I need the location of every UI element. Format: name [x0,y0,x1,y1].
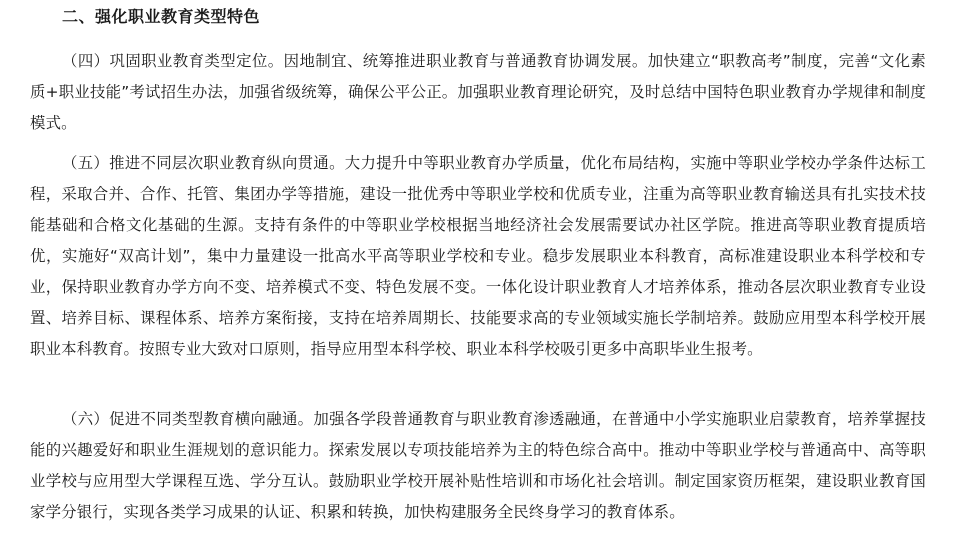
paragraph-5: （五）推进不同层次职业教育纵向贯通。大力提升中等职业教育办学质量，优化布局结构，实施中等职业学校办学条件达标工程，采取合并、合作、托管、集团办学等措施，建设一批优秀中等职业学校和优质专业，注重为高等职业教育输送具有扎实技术技能基础和合格文化基础的生源。支持有条件的中等职业学校根据当地经济社会发展需要试办社区学院。推进高等职业教育提质培优，实施好“双高计划”，集中力量建设一批高水平高等职业学校和专业。稳步发展职业本科教育，高标准建设职业本科学校和专业，保持职业教育办学方向不变、培养模式不变、特色发展不变。一体化设计职业教育人才培养体系，推动各层次职业教育专业设置、培养目标、课程体系、培养方案衔接，支持在培养周期长、技能要求高的专业领域实施长学制培养。鼓励应用型本科学校开展职业本科教育。按照专业大致对口原则，指导应用型本科学校、职业本科学校吸引更多中高职毕业生报考。 [30,154,926,358]
paragraph-6: （六）促进不同类型教育横向融通。加强各学段普通教育与职业教育渗透融通，在普通中小学实施职业启蒙教育，培养掌握技能的兴趣爱好和职业生涯规划的意识能力。探索发展以专项技能培养为主的特色综合高中。推动中等职业学校与普通高中、高等职业学校与应用型大学课程互选、学分互认。鼓励职业学校开展补贴性培训和市场化社会培训。制定国家资历框架，建设职业教育国家学分银行，实现各类学习成果的认证、积累和转换，加快构建服务全民终身学习的教育体系。 [30,410,926,521]
section-heading: 二、强化职业教育类型特色 [62,7,261,26]
paragraph-4: （四）巩固职业教育类型定位。因地制宜、统筹推进职业教育与普通教育协调发展。加快建立“职教高考”制度，完善“文化素质+职业技能”考试招生办法，加强省级统筹，确保公平公正。加强职业教育理论研究，及时总结中国特色职业教育办学规律和制度模式。 [30,52,926,132]
